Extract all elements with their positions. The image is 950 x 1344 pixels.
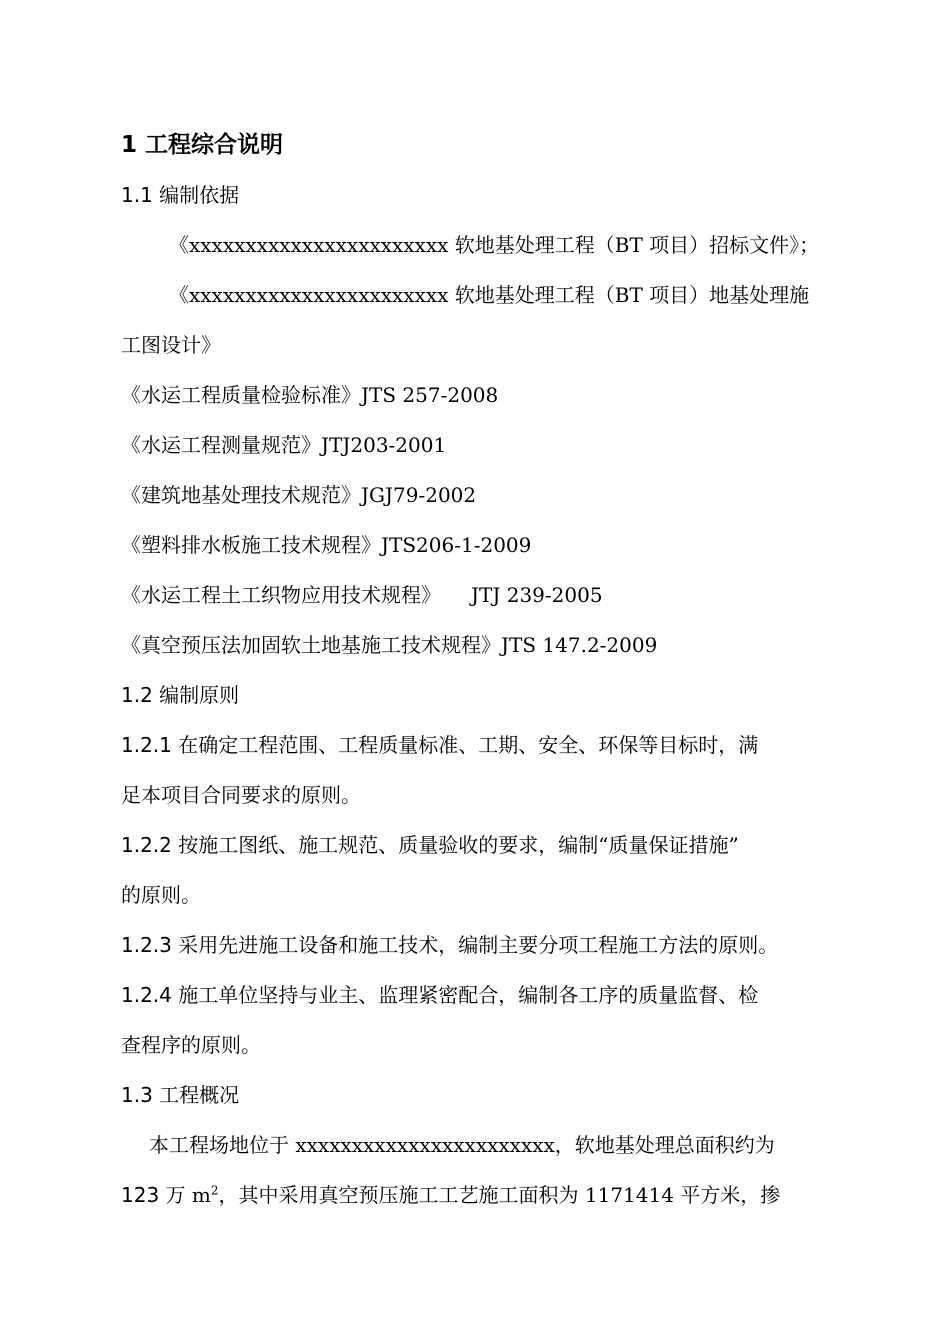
standard-code: JTS206-1-2009 <box>381 533 532 557</box>
standard-item <box>121 380 498 410</box>
standard-code: JTJ203-2001 <box>321 433 447 457</box>
standard-code: JGJ79-2002 <box>361 483 477 507</box>
standard-item <box>121 430 446 460</box>
principle-text: 按施工图纸、施工规范、质量验收的要求，编制“质量保证措施” <box>171 833 739 857</box>
standard-item <box>121 530 531 560</box>
heading-1-3: 1.3 工程概况 <box>121 1083 240 1107</box>
heading-1-1: 1.1 编制依据 <box>121 183 240 207</box>
area-number: 123 <box>121 1183 160 1207</box>
principle-number: 1.2.2 <box>121 833 172 857</box>
principle-number: 1.2.3 <box>121 933 172 957</box>
principle-2-line1 <box>121 830 739 860</box>
principle-4-line1 <box>121 980 758 1010</box>
standard-name: 《水运工程质量检验标准》 <box>121 383 361 407</box>
standard-code: JTS 257-2008 <box>361 383 499 407</box>
principle-number: 1.2.1 <box>121 733 172 757</box>
standard-name: 《塑料排水板施工技术规程》 <box>121 533 381 557</box>
standard-item <box>121 580 603 610</box>
standard-name: 《水运工程测量规范》 <box>121 433 321 457</box>
standard-item <box>121 480 476 510</box>
principle-text: 在确定工程范围、工程质量标准、工期、安全、环保等目标时，满 <box>171 733 759 757</box>
overview-line2 <box>121 1180 780 1210</box>
principle-4-line2: 查程序的原则。 <box>121 1033 261 1057</box>
standard-code: JTS 147.2-2009 <box>501 633 658 657</box>
reference-design-line2: 工图设计》 <box>121 333 221 357</box>
principle-text: 施工单位坚持与业主、监理紧密配合，编制各工序的质量监督、检 <box>171 983 759 1007</box>
standard-name: 《真空预压法加固软土地基施工技术规程》 <box>121 633 501 657</box>
overview-text-a: 万 m <box>159 1183 211 1207</box>
standard-code: JTJ 239-2005 <box>471 583 603 607</box>
principle-text: 采用先进施工设备和施工技术，编制主要分项工程施工方法的原则。 <box>171 933 779 957</box>
heading-1-2: 1.2 编制原则 <box>121 683 240 707</box>
principle-1-line2: 足本项目合同要求的原则。 <box>121 783 361 807</box>
reference-design-line1: 《xxxxxxxxxxxxxxxxxxxxxxx 软地基处理工程（BT 项目）地基处理施 <box>169 283 810 307</box>
principle-number: 1.2.4 <box>121 983 172 1007</box>
section-title: 1 工程综合说明 <box>121 132 284 158</box>
standard-item <box>121 630 657 660</box>
standard-name: 《水运工程土工织物应用技术规程》 <box>121 583 441 607</box>
overview-line1: 本工程场地位于 xxxxxxxxxxxxxxxxxxxxxxx，软地基处理总面积约为 <box>149 1133 775 1157</box>
overview-text-b: ，其中采用真空预压施工工艺施工面积为 1171414 平方米，掺 <box>218 1183 781 1207</box>
reference-tender-doc: 《xxxxxxxxxxxxxxxxxxxxxxx 软地基处理工程（BT 项目）招标文件》； <box>169 233 820 257</box>
principle-1-line1 <box>121 730 758 760</box>
principle-3-line1 <box>121 930 778 960</box>
superscript: 2 <box>210 1183 219 1198</box>
principle-2-line2: 的原则。 <box>121 883 201 907</box>
standard-name: 《建筑地基处理技术规范》 <box>121 483 361 507</box>
